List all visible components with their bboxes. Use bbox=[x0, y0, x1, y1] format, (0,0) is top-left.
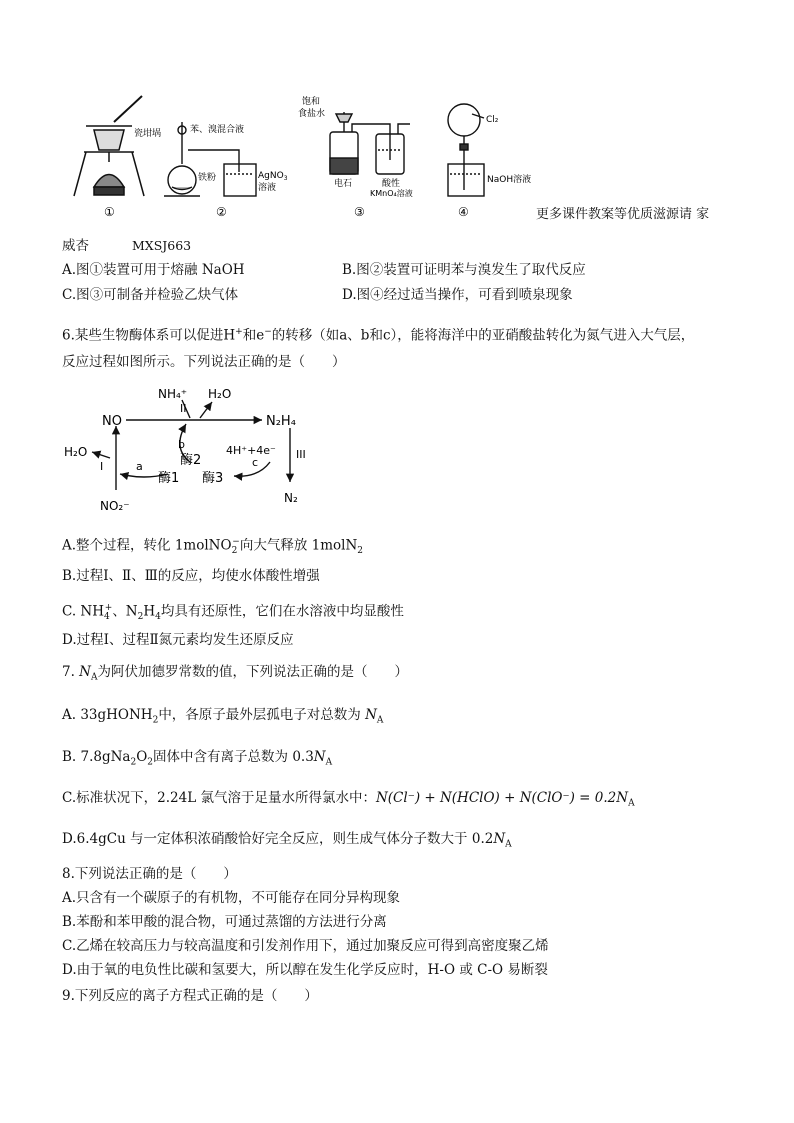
diagram-a: a bbox=[136, 460, 143, 473]
q6-stem-line-1: 6.某些生物酶体系可以促进H+和e−的转移（如a、b和c），能将海洋中的亚硝酸盐转化为氮气进入大气层， bbox=[62, 327, 695, 344]
fig1-label: 瓷坩埚 bbox=[134, 129, 162, 139]
q7-option-d: D.6.4gCu 与一定体积浓硝酸恰好完全反应，则生成气体分子数大于 $0.2N_A$ bbox=[62, 831, 512, 850]
diagram-step-I: I bbox=[100, 460, 104, 473]
q5-option-a: A.图①装置可用于熔融 NaOH bbox=[62, 262, 245, 278]
fig4-label-gas: Cl₂ bbox=[486, 115, 499, 125]
watermark-2: 威杏 bbox=[62, 238, 89, 254]
diagram-enzyme2: 酶2 bbox=[180, 453, 202, 468]
q6-option-a: A.整个过程，转化 1molNO$_2$−向大气释放 1molN$_2$ bbox=[62, 537, 364, 557]
fig3-number: ③ bbox=[354, 205, 365, 219]
q8-stem: 8.下列说法正确的是（ ） bbox=[62, 866, 237, 882]
diagram-no: NO bbox=[102, 414, 122, 429]
q9-stem: 9.下列反应的离子方程式正确的是（ ） bbox=[62, 988, 318, 1004]
fig4-number: ④ bbox=[458, 205, 469, 219]
nitrogen-cycle-svg bbox=[62, 378, 322, 518]
fig2-number: ② bbox=[216, 205, 227, 219]
q7-option-c: C.标准状况下，2.24L 氯气溶于足量水所得氯水中：N(Cl⁻) + N(HClO) + $N(ClO^-) = 0.2N_A$ bbox=[62, 790, 635, 809]
fig4-label-beaker: NaOH溶液 bbox=[487, 175, 532, 185]
q6-cycle-diagram bbox=[62, 378, 322, 518]
diagram-n2: N₂ bbox=[284, 491, 298, 505]
q8-option-a: A.只含有一个碳原子的有机物，不可能存在同分异构现象 bbox=[62, 890, 401, 906]
q7-option-b: B. $7.8gNa_2O_2$固体中含有离子总数为 $0.3N_A$ bbox=[62, 749, 333, 768]
fig2-label-beaker-2: 溶液 bbox=[258, 183, 277, 193]
diagram-electrons: 4H⁺+4e⁻ bbox=[226, 444, 276, 457]
apparatus-figure bbox=[64, 92, 534, 222]
q8-option-d: D.由于氧的电负性比碳和氢要大，所以醇在发生化学反应时，H-O 或 C-O 易断裂 bbox=[62, 962, 548, 978]
diagram-nh4: NH₄⁺ bbox=[158, 387, 188, 401]
q6-stem-line-2: 反应过程如图所示。下列说法正确的是（ ） bbox=[62, 354, 346, 370]
diagram-h2o-left: H₂O bbox=[64, 445, 88, 459]
q8-option-b: B.苯酚和苯甲酸的混合物，可通过蒸馏的方法进行分离 bbox=[62, 914, 387, 930]
diagram-n2h4: N₂H₄ bbox=[266, 414, 296, 429]
q7-stem: 7. $N_A$为阿伏加德罗常数的值，下列说法正确的是（ ） bbox=[62, 664, 408, 683]
watermark-1: 更多课件教案等优质滋源请 家 bbox=[536, 207, 710, 222]
q5-option-c: C.图③可制备并检验乙炔气体 bbox=[62, 287, 239, 303]
fig3-bottles bbox=[330, 112, 410, 174]
watermark-3: MXSJ663 bbox=[132, 238, 192, 253]
q5-option-b: B.图②装置可证明苯与溴发生了取代反应 bbox=[342, 262, 586, 278]
q8-option-c: C.乙烯在较高压力与较高温度和引发剂作用下，通过加聚反应可得到高密度聚乙烯 bbox=[62, 938, 549, 954]
diagram-enzyme3: 酶3 bbox=[202, 471, 224, 486]
q7-option-a: A. 33gHONH$_2$中，各原子最外层孤电子对总数为 $N_A$ bbox=[62, 707, 384, 726]
fig2-label-beaker-1: AgNO$_3$ bbox=[258, 171, 288, 182]
fig1-crucible-tripod bbox=[74, 96, 144, 196]
apparatus-drawings bbox=[64, 92, 534, 222]
fig3-label-right-1: 酸性 bbox=[382, 179, 401, 189]
fig2-label-iron: 铁粉 bbox=[198, 173, 217, 183]
fig3-label-right-2: KMnO₄溶液 bbox=[370, 189, 413, 198]
fig3-label-top-1: 饱和 bbox=[302, 97, 321, 107]
q6-option-c: C. $NH_4^+$、$N_2H_4$均具有还原性，它们在水溶液中均显酸性 bbox=[62, 603, 404, 623]
fig4-fountain bbox=[448, 104, 484, 196]
q6-option-d: D.过程Ⅰ、过程Ⅱ氮元素均发生还原反应 bbox=[62, 632, 294, 648]
q6-option-b: B.过程Ⅰ、Ⅱ、Ⅲ的反应，均使水体酸性增强 bbox=[62, 568, 320, 584]
diagram-h2o-top: H₂O bbox=[208, 387, 232, 401]
diagram-c: c bbox=[252, 456, 259, 469]
diagram-b: b bbox=[178, 438, 185, 451]
fig3-label-left: 电石 bbox=[334, 179, 353, 189]
diagram-enzyme1: 酶1 bbox=[158, 471, 180, 486]
fig3-label-top-2: 食盐水 bbox=[298, 109, 326, 119]
q5-option-d: D.图④经过适当操作，可看到喷泉现象 bbox=[342, 287, 573, 303]
diagram-step-II: II bbox=[180, 402, 187, 415]
fig1-number: ① bbox=[104, 205, 115, 219]
fig2-label-top: 苯、溴混合液 bbox=[190, 125, 245, 135]
diagram-step-III: III bbox=[296, 448, 306, 461]
diagram-no2: NO₂⁻ bbox=[100, 499, 130, 513]
